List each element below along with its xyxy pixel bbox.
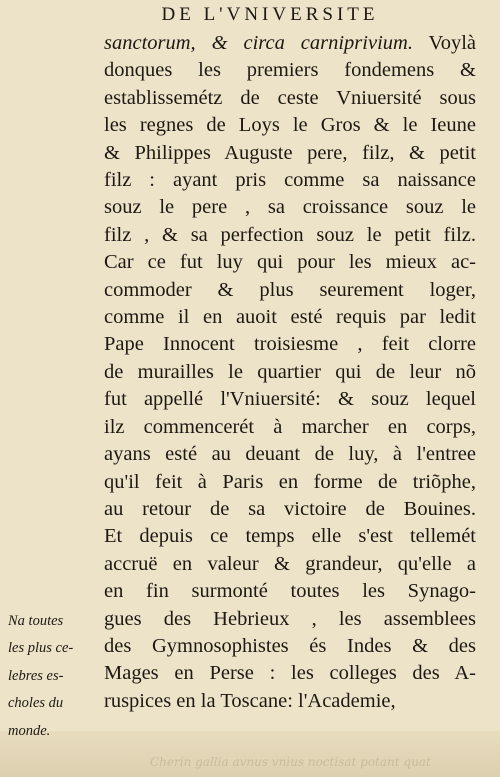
text-line: commoder & plus seurement loger, [104,278,476,301]
margin-note-line: Na toutes [8,613,64,629]
text-line: au retour de sa victoire de Bouines. [104,497,476,520]
text-line: qu'il feit à Paris en forme de triõphe, [104,470,476,493]
text-line: fut appellé l'Vniuersité: & souz lequel [104,388,476,411]
text-line: comme il en auoit esté requis par ledit [104,306,476,329]
italic-latin: sanctorum, & circa carniprivium. [104,32,413,54]
text-line: establissemétz de ceste Vniuersité sous [104,86,476,109]
body-text [104,30,476,715]
text-line: donques les premiers fondemens & [104,59,476,82]
margin-note [8,608,102,745]
text-line: Pape Innocent troisiesme , feit clorre [104,333,476,356]
text-line: de murailles le quartier qui de leur nõ [104,360,476,383]
text-line: en fin surmonté toutes les Synago- [104,580,476,603]
text-line: ayans esté au deuant de luy, à l'entree [104,443,476,466]
text-line: accruë en valeur & grandeur, qu'elle a [104,552,476,575]
text-line: des Gymnosophistes és Indes & des [104,634,476,657]
text-line: filz , & sa perfection souz le petit filz. [104,223,476,246]
text-line: les regnes de Loys le Gros & le Ieune [104,114,476,137]
text-line: & Philippes Auguste pere, filz, & petit [104,141,476,164]
margin-note-line: les plus ce- [8,640,74,657]
text-line: Car ce fut luy qui pour les mieux ac- [104,251,476,274]
text-line: souz le pere , sa croissance souz le [104,196,476,219]
bleed-through-text: Cherin gallia avnus vnius noctisat potant quat [150,755,431,769]
margin-note-line: monde. [8,722,51,739]
running-header: DE L'VNIVERSITE [161,4,379,25]
margin-note-line: choles du [8,695,64,712]
text-line: gues des Hebrieux , les assemblees [104,607,476,630]
text-line-1: sanctorum, & circa carniprivium. Voylà [104,32,477,54]
text-line: Et depuis ce temps elle s'est tellemét [104,525,476,548]
text-line: ruspices en la Toscane: l'Academie, [104,689,396,712]
margin-note-line: lebres es- [8,667,64,684]
text-line: filz : ayant pris comme sa naissance [104,169,476,192]
text-line: ilz commencerét à marcher en corps, [104,415,476,438]
text-line: Mages en Perse : les colleges des A- [104,662,476,685]
